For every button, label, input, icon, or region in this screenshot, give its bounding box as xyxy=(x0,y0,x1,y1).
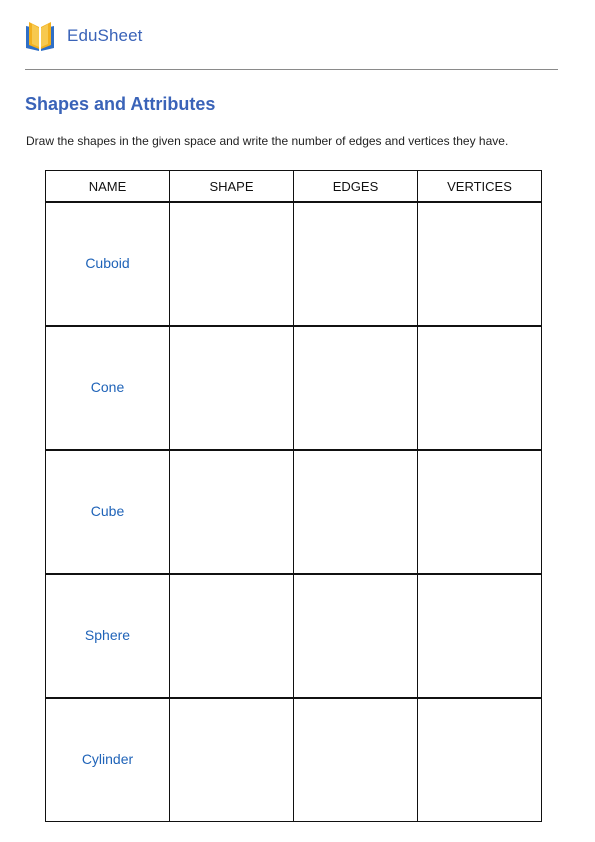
table-header-row xyxy=(46,171,542,203)
shape-name: Cone xyxy=(90,379,125,395)
column-header-edges: EDGES xyxy=(294,171,418,203)
shape-name: Cube xyxy=(90,503,125,519)
shape-drawing-cell[interactable] xyxy=(170,202,294,326)
instructions: Draw the shapes in the given space and write the number of edges and vertices they have. xyxy=(26,134,509,148)
vertices-answer-cell[interactable] xyxy=(418,698,542,822)
vertices-answer-cell[interactable] xyxy=(418,574,542,698)
edges-answer-cell[interactable] xyxy=(294,698,418,822)
vertices-answer-cell[interactable] xyxy=(418,326,542,450)
table-row xyxy=(46,574,542,698)
shape-name: Cuboid xyxy=(85,255,130,271)
worksheet-table xyxy=(45,170,542,822)
shape-drawing-cell[interactable] xyxy=(170,450,294,574)
table-row xyxy=(46,698,542,822)
open-book-icon xyxy=(25,20,55,52)
table-row xyxy=(46,202,542,326)
name-cell xyxy=(46,698,170,822)
column-header-vertices: VERTICES xyxy=(418,171,542,203)
edges-answer-cell[interactable] xyxy=(294,326,418,450)
header-divider xyxy=(25,69,558,70)
table-row xyxy=(46,450,542,574)
name-cell xyxy=(46,450,170,574)
edges-answer-cell[interactable] xyxy=(294,574,418,698)
shape-name: Cylinder xyxy=(81,751,134,767)
column-header-name: NAME xyxy=(46,171,170,203)
column-header-shape: SHAPE xyxy=(170,171,294,203)
table-row xyxy=(46,326,542,450)
name-cell xyxy=(46,202,170,326)
page-title: Shapes and Attributes xyxy=(25,94,216,114)
shape-drawing-cell[interactable] xyxy=(170,698,294,822)
name-cell xyxy=(46,574,170,698)
name-cell xyxy=(46,326,170,450)
vertices-answer-cell[interactable] xyxy=(418,450,542,574)
edges-answer-cell[interactable] xyxy=(294,450,418,574)
edges-answer-cell[interactable] xyxy=(294,202,418,326)
shape-drawing-cell[interactable] xyxy=(170,574,294,698)
brand-name: EduSheet xyxy=(67,26,143,45)
vertices-answer-cell[interactable] xyxy=(418,202,542,326)
shape-drawing-cell[interactable] xyxy=(170,326,294,450)
logo xyxy=(25,20,142,52)
shape-name: Sphere xyxy=(84,627,131,643)
